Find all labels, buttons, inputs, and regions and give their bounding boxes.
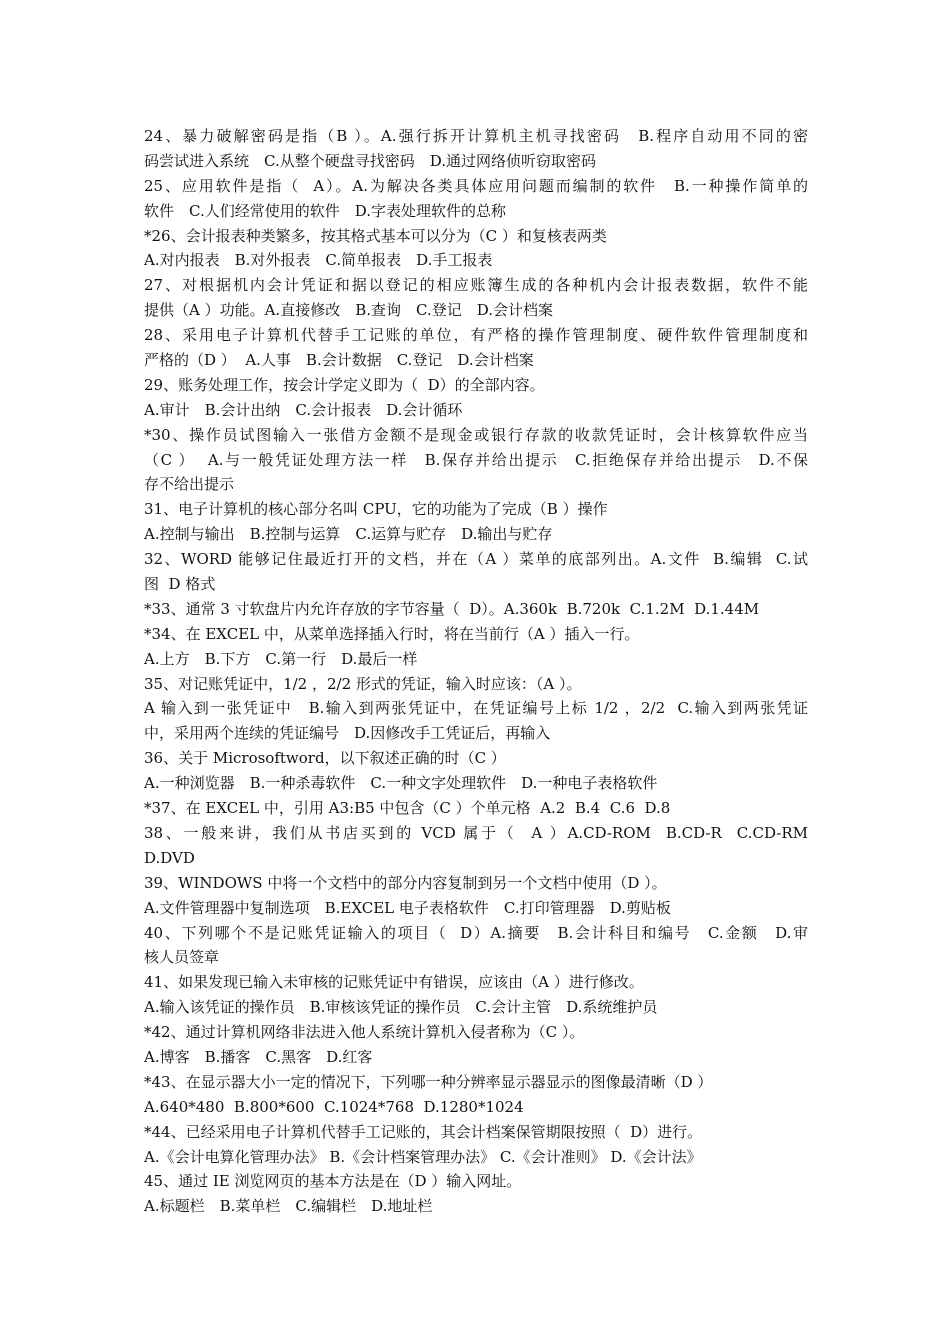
text-line: A.控制与输出 B.控制与运算 C.运算与贮存 D.输出与贮存	[144, 525, 553, 544]
text-line: 27、对根据机内会计凭证和据以登记的相应账簿生成的各种机内会计报表数据，软件不能	[144, 276, 808, 295]
text-line: *33、通常 3 寸软盘片内允许存放的字节容量（ D）。A.360k B.720k C.1.2M D.1.44M	[144, 599, 760, 618]
text-line: A.《会计电算化管理办法》 B.《会计档案管理办法》 C.《会计准则》 D.《会计法》	[144, 1147, 702, 1166]
text-line: 提供（A ）功能。A.直接修改 B.查询 C.登记 D.会计档案	[144, 301, 553, 320]
text-line: 核人员签章	[144, 948, 220, 967]
text-line: 32、WORD 能够记住最近打开的文档，并在（A ）菜单的底部列出。A.文件 B.编辑 C.试	[144, 550, 808, 569]
text-line: 41、如果发现已输入未审核的记账凭证中有错误，应该由（A ）进行修改。	[144, 973, 644, 992]
text-line: A.标题栏 B.菜单栏 C.编辑栏 D.地址栏	[144, 1197, 433, 1216]
text-line: 严格的（D ） A.人事 B.会计数据 C.登记 D.会计档案	[144, 351, 534, 370]
text-line: 软件 C.人们经常使用的软件 D.字表处理软件的总称	[144, 201, 506, 220]
text-line: A.输入该凭证的操作员 B.审核该凭证的操作员 C.会计主管 D.系统维护员	[144, 998, 658, 1017]
text-line: *44、已经采用电子计算机代替手工记账的，其会计档案保管期限按照（ D）进行。	[144, 1122, 703, 1141]
text-line: （C ） A.与一般凭证处理方法一样 B.保存并给出提示 C.拒绝保存并给出提示 D.不保	[144, 450, 808, 469]
text-line: *34、在 EXCEL 中，从菜单选择插入行时，将在当前行（A ）插入一行。	[144, 624, 640, 643]
text-line: 36、关于 Microsoftword，以下叙述正确的时（C ）	[144, 749, 506, 768]
text-line: 39、WINDOWS 中将一个文档中的部分内容复制到另一个文档中使用（D ）。	[144, 873, 667, 892]
text-line: A.审计 B.会计出纳 C.会计报表 D.会计循环	[144, 400, 463, 419]
document-page	[144, 124, 808, 1219]
text-line: 25、应用软件是指（ A）。A.为解决各类具体应用问题而编制的软件 B.一种操作简单的	[144, 176, 808, 195]
text-line: D.DVD	[144, 848, 195, 867]
text-line: A.文件管理器中复制选项 B.EXCEL 电子表格软件 C.打印管理器 D.剪贴板	[144, 898, 671, 917]
text-line: 40、下列哪个不是记账凭证输入的项目（ D）A.摘要 B.会计科目和编号 C.金额 D.审	[144, 923, 808, 942]
text-line: 码尝试进入系统 C.从整个硬盘寻找密码 D.通过网络侦听窃取密码	[144, 151, 596, 170]
text-line: 24、暴力破解密码是指（B ）。A.强行拆开计算机主机寻找密码 B.程序自动用不同的密	[144, 127, 808, 145]
text-line: *42、通过计算机网络非法进入他人系统计算机入侵者称为（C ）。	[144, 1023, 585, 1042]
text-line: 29、账务处理工作，按会计学定义即为（ D）的全部内容。	[144, 375, 545, 394]
text-line: *37、在 EXCEL 中，引用 A3:B5 中包含（C ）个单元格 A.2 B.4 C.6 D.8	[144, 799, 671, 818]
text-line: A.一种浏览器 B.一种杀毒软件 C.一种文字处理软件 D.一种电子表格软件	[144, 774, 658, 793]
text-line: 45、通过 IE 浏览网页的基本方法是在（D ）输入网址。	[144, 1172, 522, 1191]
text-line: 38、一般来讲，我们从书店买到的 VCD 属于（ A ）A.CD-ROM B.CD-R C.CD-RM	[144, 823, 808, 842]
text-line: 35、对记账凭证中，1/2 ，2/2 形式的凭证，输入时应该：（A ）。	[144, 674, 582, 693]
text-line: A.博客 B.播客 C.黑客 D.红客	[144, 1047, 373, 1066]
text-line: *26、会计报表种类繁多，按其格式基本可以分为（C ）和复核表两类	[144, 226, 607, 245]
text-line: 图 D 格式	[144, 575, 216, 594]
text-line: *43、在显示器大小一定的情况下，下列哪一种分辨率显示器显示的图像最清晰（D ）	[144, 1072, 713, 1091]
text-line: 28、采用电子计算机代替手工记账的单位，有严格的操作管理制度、硬件软件管理制度和	[144, 326, 808, 345]
text-line: *30、操作员试图输入一张借方金额不是现金或银行存款的收款凭证时，会计核算软件应当	[144, 425, 808, 444]
text-line: 中，采用两个连续的凭证编号 D.因修改手工凭证后，再输入	[144, 724, 551, 743]
text-line: A 输入到一张凭证中 B.输入到两张凭证中，在凭证编号上标 1/2 ，2/2 C.输入到两张凭证	[144, 699, 808, 718]
text-line: 31、电子计算机的核心部分名叫 CPU，它的功能为了完成（B ）操作	[144, 500, 608, 519]
text-line: A.上方 B.下方 C.第一行 D.最后一样	[144, 649, 418, 668]
text-line: A.对内报表 B.对外报表 C.简单报表 D.手工报表	[144, 251, 493, 270]
text-line: A.640*480 B.800*600 C.1024*768 D.1280*1024	[144, 1097, 524, 1116]
text-line: 存不给出提示	[144, 475, 235, 494]
